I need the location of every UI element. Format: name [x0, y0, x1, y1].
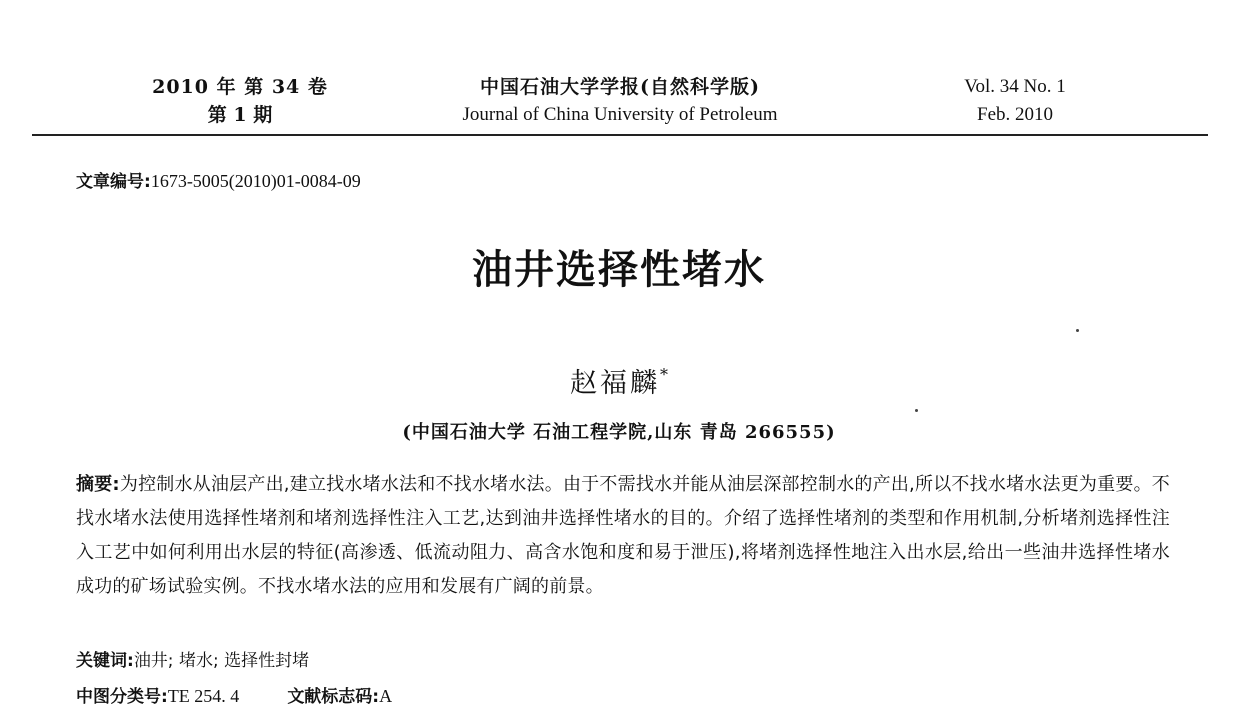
journal-name-english: Journal of China University of Petroleum	[462, 104, 778, 125]
author-name: 赵福麟	[570, 368, 660, 399]
author-line	[0, 355, 1238, 404]
doc-code-value: A	[379, 686, 393, 706]
clc-value: TE 254. 4	[167, 686, 240, 706]
abstract-text: 为控制水从油层产出,建立找水堵水法和不找水堵水法。由于不需找水并能从油层深部控制水的产出,所以不找水堵水法更为重要。不找水堵水法使用选择性堵剂和堵剂选择性注入工艺,达到油井选择性堵水的目的。介绍了选择性堵剂的类型和作用机制,分析堵剂选择性注入工艺中如何利用出水层的特征(高渗透、低流动阻力、高含水饱和度和易于泄压),将堵剂选择性地注入出水层,给出一些油井选择性堵水成功的矿场试验实例。不找水堵水法的应用和发展有广阔的前景。	[76, 474, 1170, 597]
journal-name-chinese: 中国石油大学学报(自然科学版)	[480, 76, 760, 98]
keywords-text: 油井; 堵水; 选择性封堵	[133, 651, 310, 671]
abstract	[76, 468, 1170, 604]
header-date: Feb. 2010	[977, 104, 1053, 125]
doc-code-label: 文献标志码:	[287, 687, 380, 707]
paper-title: 油井选择性堵水	[472, 247, 766, 293]
article-number-label: 文章编号:	[76, 172, 151, 192]
keywords-label: 关键词:	[76, 651, 134, 671]
header-journal-name	[410, 73, 830, 129]
header-vol-number: Vol. 34 No. 1	[964, 76, 1066, 97]
header-rule	[32, 134, 1208, 136]
article-number-value: 1673-5005(2010)01-0084-09	[150, 171, 361, 191]
article-number	[76, 168, 361, 195]
author-affiliation: (中国石油大学 石油工程学院,山东 青岛 266555)	[402, 422, 836, 443]
header-year-volume: 2010 年 第 34 卷	[152, 76, 328, 98]
scan-speck	[1076, 329, 1079, 332]
keywords	[76, 646, 309, 676]
clc-label: 中图分类号:	[76, 687, 168, 707]
author-mark: *	[660, 365, 668, 384]
classification-line	[76, 681, 392, 712]
header-issue: 第 1 期	[207, 104, 273, 126]
header-volume-info	[150, 73, 330, 129]
abstract-label: 摘要:	[76, 474, 120, 495]
scan-speck	[915, 409, 918, 412]
header-vol-no	[920, 73, 1110, 129]
